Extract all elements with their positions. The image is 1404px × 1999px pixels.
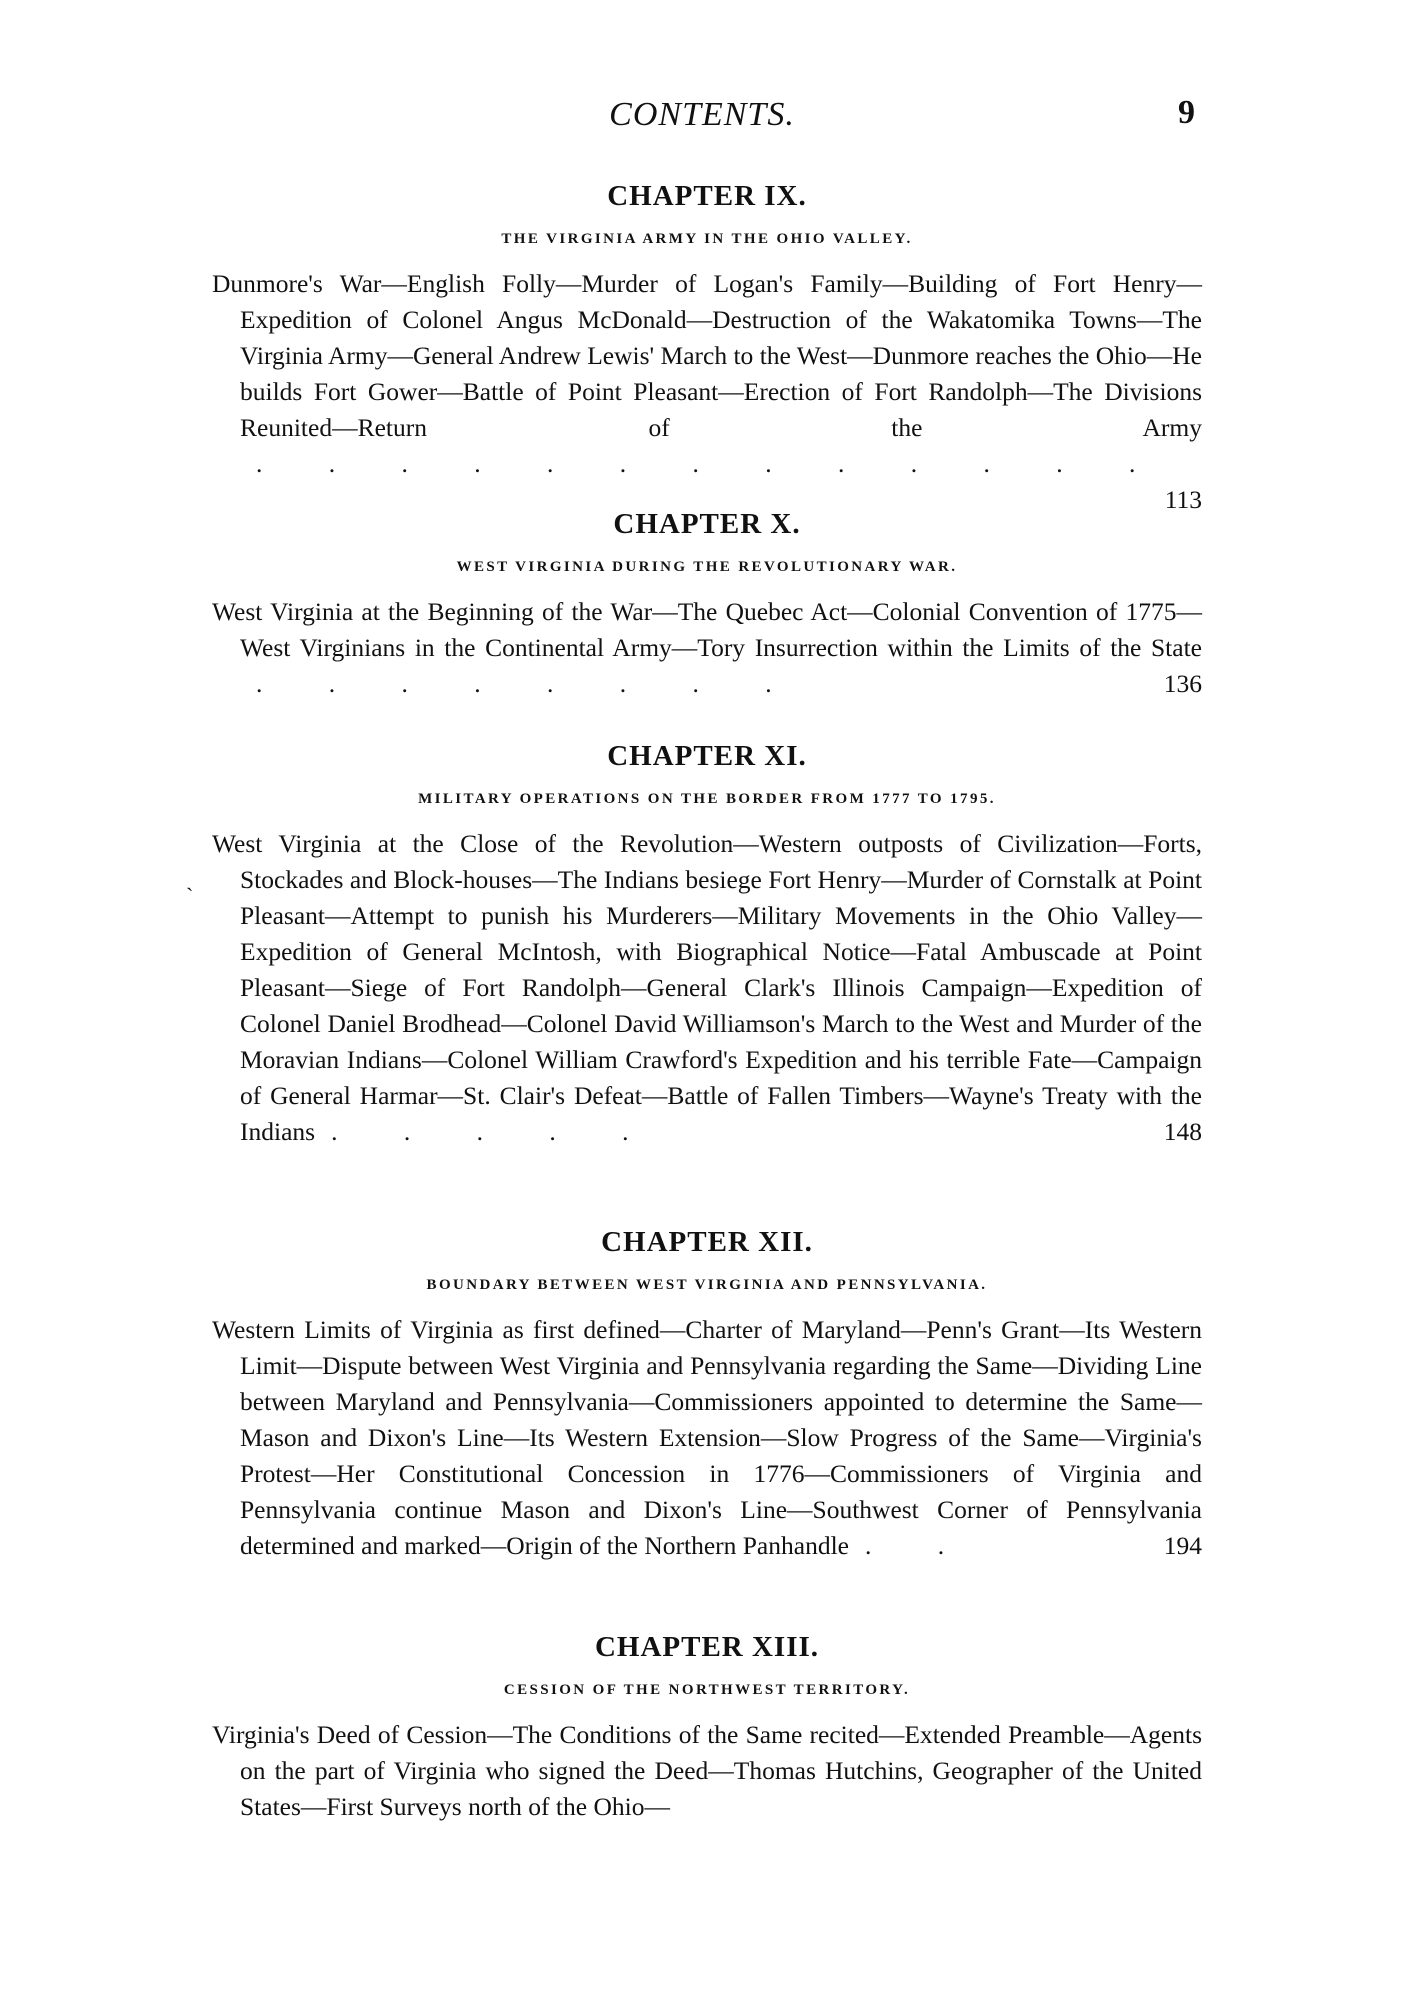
chapter-summary-text: Western Limits of Virginia as first defined—Charter of Maryland—Penn's Grant—Its Western Limit—Dispute between West Virginia and Pennsylvania regarding the Same—Dividing Line between Maryland and Pennsylvania—Commissioners appointed to determine the Same—Mason and Dixon's Line—Its Western Extension—Slow Progress of the Same—Virginia's Protest—Her Constitutional Concession in 1776—Commissioners of Virginia and Pennsylvania continue Mason and Dixon's Line—Southwest Corner of Pennsylvania determined and marked—Origin of the Northern Panhandle bbox=[212, 1315, 1202, 1560]
chapter-summary bbox=[212, 594, 1202, 702]
chapter-xiii bbox=[212, 1631, 1202, 1825]
chapter-subtitle: THE VIRGINIA ARMY IN THE OHIO VALLEY. bbox=[501, 231, 913, 247]
chapter-subtitle: WEST VIRGINIA DURING THE REVOLUTIONARY WAR. bbox=[456, 559, 958, 575]
chapter-summary bbox=[212, 1717, 1202, 1825]
page-number: 9 bbox=[1178, 94, 1195, 131]
chapter-heading: CHAPTER XI. bbox=[607, 740, 807, 772]
chapter-summary bbox=[212, 826, 1202, 1150]
chapter-page-ref: 136 bbox=[1163, 669, 1202, 698]
chapter-ix bbox=[212, 180, 1202, 518]
chapter-xi bbox=[212, 740, 1202, 1150]
chapter-summary-text: Virginia's Deed of Cession—The Conditions of the Same recited—Extended Preamble—Agents on the part of Virginia who signed the Deed—Thomas Hutchins, Geographer of the United States—First Surveys north of the Ohio— bbox=[212, 1720, 1202, 1821]
running-head: CONTENTS. bbox=[609, 96, 795, 133]
dot-leader: . . . . . . . . bbox=[256, 669, 802, 698]
chapter-summary-text: West Virginia at the Close of the Revolution—Western outposts of Civilization—Forts, Stockades and Block-houses—The Indians besiege Fort Henry—Murder of Cornstalk at Point Pleasant—Attempt to punish his Murderers—Military Movements in the Ohio Valley—Expedition of General McIntosh, with Biographical Notice—Fatal Ambuscade at Point Pleasant—Siege of Fort Randolph—General Clark's Illinois Campaign—Expedition of Colonel Daniel Brodhead—Colonel David Williamson's March to the West and Murder of the Moravian Indians—Colonel William Crawford's Expedition and his terrible Fate—Campaign of General Harmar—St. Clair's Defeat—Battle of Fallen Timbers—Wayne's Treaty with the Indians bbox=[212, 829, 1202, 1146]
chapter-subtitle: MILITARY OPERATIONS ON THE BORDER FROM 1777 TO 1795. bbox=[418, 791, 996, 807]
chapter-subtitle: CESSION OF THE NORTHWEST TERRITORY. bbox=[503, 1682, 911, 1698]
chapter-page-ref: 113 bbox=[1164, 485, 1202, 514]
chapter-xii bbox=[212, 1226, 1202, 1564]
dot-leader: . . . . . . . . . . . . . bbox=[256, 449, 1166, 478]
chapter-heading: CHAPTER X. bbox=[613, 508, 801, 540]
margin-pencil-mark: ˏ bbox=[186, 866, 194, 891]
chapter-subtitle: BOUNDARY BETWEEN WEST VIRGINIA AND PENNSYLVANIA. bbox=[426, 1277, 988, 1293]
chapter-summary bbox=[212, 1312, 1202, 1564]
chapter-heading: CHAPTER XIII. bbox=[594, 1631, 820, 1663]
chapter-x bbox=[212, 508, 1202, 702]
chapter-summary-text: West Virginia at the Beginning of the War—The Quebec Act—Colonial Convention of 1775—West Virginians in the Continental Army—Tory Insurrection within the Limits of the State bbox=[212, 597, 1202, 662]
chapter-summary-text: Dunmore's War—English Folly—Murder of Logan's Family—Building of Fort Henry—Expedition of Colonel Angus McDonald—Destruction of the Wakatomika Towns—The Virginia Army—General Andrew Lewis' March to the West—Dunmore reaches the Ohio—He builds Fort Gower—Battle of Point Pleasant—Erection of Fort Randolph—The Divisions Reunited—Return of the Army bbox=[212, 269, 1202, 442]
chapter-page-ref: 194 bbox=[1163, 1531, 1202, 1560]
chapter-heading: CHAPTER IX. bbox=[607, 180, 807, 212]
chapter-heading: CHAPTER XII. bbox=[601, 1226, 813, 1258]
chapter-page-ref: 148 bbox=[1163, 1117, 1202, 1146]
dot-leader: . . bbox=[864, 1531, 975, 1560]
dot-leader: . . . . . bbox=[331, 1117, 659, 1146]
chapter-summary bbox=[212, 266, 1202, 514]
